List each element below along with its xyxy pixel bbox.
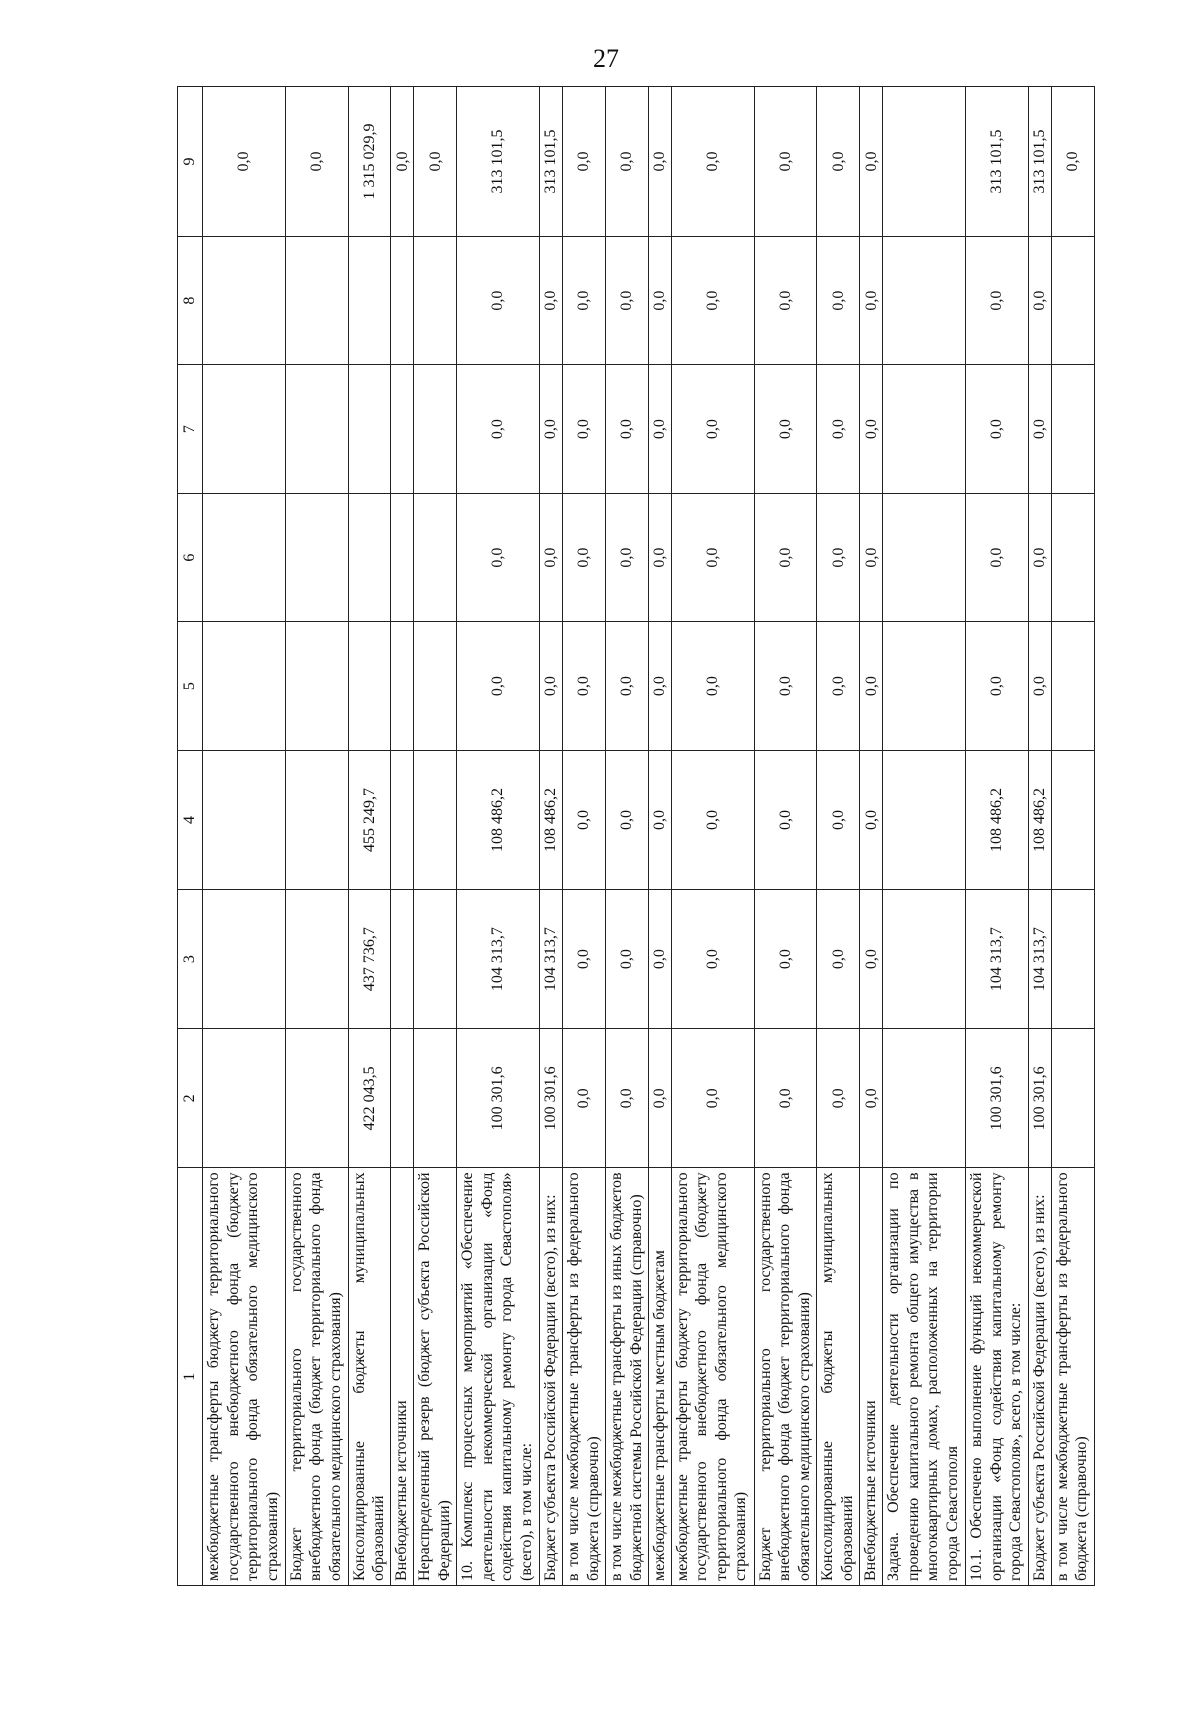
cell-value: 0,0 <box>754 890 817 1029</box>
table-row <box>648 87 671 1586</box>
table-row <box>285 87 348 1586</box>
column-header: 6 <box>178 493 203 621</box>
cell-value: 0,0 <box>671 622 754 750</box>
cell-value <box>285 1029 348 1168</box>
cell-value: 108 486,2 <box>540 750 563 889</box>
cell-value: 0,0 <box>817 365 860 493</box>
cell-value: 422 043,5 <box>348 1029 391 1168</box>
cell-value: 0,0 <box>1028 236 1051 364</box>
cell-value <box>883 622 966 750</box>
cell-value <box>883 890 966 1029</box>
cell-value <box>391 890 414 1029</box>
cell-value: 0,0 <box>754 87 817 237</box>
cell-value <box>285 622 348 750</box>
cell-value: 108 486,2 <box>966 750 1029 889</box>
cell-value <box>883 750 966 889</box>
table-row <box>606 87 649 1586</box>
column-header: 2 <box>178 1029 203 1168</box>
row-label: 10. Комплекс процессных мероприятий «Обеспечение деятельности некоммерческой организации «Фонд содействия капитальному ремонту города Севастополя» (всего), в том числе: <box>457 1168 540 1586</box>
cell-value: 437 736,7 <box>348 890 391 1029</box>
table-row <box>1051 87 1094 1586</box>
cell-value: 0,0 <box>648 750 671 889</box>
cell-value <box>1051 1029 1094 1168</box>
column-header: 4 <box>178 750 203 889</box>
row-label: в том числе межбюджетные трансферты из федерального бюджета (справочно) <box>1051 1168 1094 1586</box>
cell-value: 0,0 <box>671 890 754 1029</box>
cell-value: 0,0 <box>391 87 414 237</box>
cell-value: 0,0 <box>648 493 671 621</box>
cell-value: 0,0 <box>754 493 817 621</box>
cell-value: 0,0 <box>648 1029 671 1168</box>
table-header <box>178 87 203 1586</box>
cell-value: 0,0 <box>671 236 754 364</box>
cell-value: 0,0 <box>563 890 606 1029</box>
table-row <box>203 87 286 1586</box>
cell-value <box>391 750 414 889</box>
cell-value: 104 313,7 <box>457 890 540 1029</box>
cell-value <box>203 890 286 1029</box>
cell-value <box>1051 493 1094 621</box>
cell-value <box>348 493 391 621</box>
row-label: Бюджет субъекта Российской Федерации (всего), из них: <box>1028 1168 1051 1586</box>
row-label: Бюджет территориального государственного внебюджетного фонда (бюджет территориального фонда обязательного медицинского страхования) <box>754 1168 817 1586</box>
cell-value <box>883 87 966 237</box>
table-row <box>348 87 391 1586</box>
cell-value <box>285 750 348 889</box>
table-row <box>540 87 563 1586</box>
cell-value: 0,0 <box>860 750 883 889</box>
cell-value <box>883 493 966 621</box>
row-label: Бюджет территориального государственного внебюджетного фонда (бюджет территориального фонда обязательного медицинского страхования) <box>285 1168 348 1586</box>
table-row <box>966 87 1029 1586</box>
cell-value <box>414 750 457 889</box>
cell-value <box>883 236 966 364</box>
cell-value: 0,0 <box>563 622 606 750</box>
cell-value <box>414 236 457 364</box>
cell-value: 0,0 <box>285 87 348 237</box>
cell-value <box>203 493 286 621</box>
row-label: в том числе межбюджетные трансферты из иных бюджетов бюджетной системы Российской Федерации (справочно) <box>606 1168 649 1586</box>
cell-value: 0,0 <box>966 622 1029 750</box>
cell-value: 0,0 <box>817 87 860 237</box>
cell-value: 0,0 <box>860 236 883 364</box>
cell-value: 0,0 <box>563 493 606 621</box>
column-header: 7 <box>178 365 203 493</box>
cell-value <box>348 236 391 364</box>
cell-value <box>414 365 457 493</box>
cell-value: 0,0 <box>203 87 286 237</box>
cell-value: 100 301,6 <box>540 1029 563 1168</box>
cell-value: 313 101,5 <box>457 87 540 237</box>
cell-value <box>391 1029 414 1168</box>
table-row <box>414 87 457 1586</box>
cell-value: 0,0 <box>648 622 671 750</box>
cell-value <box>203 236 286 364</box>
cell-value: 0,0 <box>817 236 860 364</box>
cell-value: 0,0 <box>966 493 1029 621</box>
table-body <box>203 87 1095 1586</box>
cell-value <box>348 622 391 750</box>
cell-value: 0,0 <box>860 890 883 1029</box>
column-header: 5 <box>178 622 203 750</box>
cell-value <box>391 365 414 493</box>
cell-value: 100 301,6 <box>966 1029 1029 1168</box>
row-label: Консолидированные бюджеты муниципальных образований <box>348 1168 391 1586</box>
table-row <box>817 87 860 1586</box>
table-row <box>883 87 966 1586</box>
cell-value <box>414 493 457 621</box>
cell-value: 0,0 <box>754 365 817 493</box>
cell-value: 0,0 <box>671 750 754 889</box>
page-number: 27 <box>593 44 619 73</box>
cell-value: 0,0 <box>606 87 649 237</box>
cell-value: 0,0 <box>817 1029 860 1168</box>
cell-value: 0,0 <box>860 87 883 237</box>
cell-value: 0,0 <box>754 750 817 889</box>
cell-value: 0,0 <box>648 365 671 493</box>
cell-value: 0,0 <box>414 87 457 237</box>
cell-value <box>203 365 286 493</box>
cell-value: 0,0 <box>606 890 649 1029</box>
cell-value: 0,0 <box>671 365 754 493</box>
cell-value: 0,0 <box>860 1029 883 1168</box>
column-header: 8 <box>178 236 203 364</box>
cell-value: 0,0 <box>540 365 563 493</box>
cell-value: 0,0 <box>563 365 606 493</box>
cell-value <box>1051 622 1094 750</box>
cell-value: 0,0 <box>817 493 860 621</box>
cell-value: 0,0 <box>754 622 817 750</box>
cell-value: 0,0 <box>606 750 649 889</box>
cell-value: 0,0 <box>563 87 606 237</box>
cell-value: 108 486,2 <box>1028 750 1051 889</box>
cell-value: 1 315 029,9 <box>348 87 391 237</box>
table-row <box>391 87 414 1586</box>
cell-value: 313 101,5 <box>1028 87 1051 237</box>
cell-value: 0,0 <box>606 1029 649 1168</box>
table-row <box>457 87 540 1586</box>
cell-value <box>348 365 391 493</box>
cell-value <box>1051 750 1094 889</box>
cell-value <box>883 1029 966 1168</box>
table-row <box>754 87 817 1586</box>
cell-value: 0,0 <box>1028 365 1051 493</box>
cell-value: 0,0 <box>860 365 883 493</box>
cell-value: 100 301,6 <box>457 1029 540 1168</box>
table-row <box>671 87 754 1586</box>
cell-value: 0,0 <box>817 750 860 889</box>
cell-value: 0,0 <box>671 493 754 621</box>
row-label: 10.1. Обеспечено выполнение функций некоммерческой организации «Фонд содействия капитальному ремонту города Севастополя», всего, в том числе: <box>966 1168 1029 1586</box>
cell-value: 0,0 <box>671 87 754 237</box>
table-row <box>563 87 606 1586</box>
column-header: 1 <box>178 1168 203 1586</box>
cell-value: 0,0 <box>540 622 563 750</box>
cell-value: 108 486,2 <box>457 750 540 889</box>
cell-value <box>285 493 348 621</box>
cell-value: 0,0 <box>563 236 606 364</box>
cell-value: 0,0 <box>563 750 606 889</box>
header-row <box>178 87 203 1586</box>
cell-value: 104 313,7 <box>1028 890 1051 1029</box>
cell-value: 313 101,5 <box>540 87 563 237</box>
cell-value: 0,0 <box>860 493 883 621</box>
cell-value: 0,0 <box>606 493 649 621</box>
cell-value <box>285 365 348 493</box>
rotated-table-container <box>177 86 1095 1586</box>
row-label: Внебюджетные источники <box>860 1168 883 1586</box>
cell-value: 0,0 <box>860 622 883 750</box>
cell-value: 104 313,7 <box>966 890 1029 1029</box>
row-label: межбюджетные трансферты бюджету территориального государственного внебюджетного фонда (бюджету территориального фонда обязательного медицинского страхования) <box>203 1168 286 1586</box>
cell-value: 0,0 <box>817 622 860 750</box>
table-row <box>860 87 883 1586</box>
cell-value: 0,0 <box>966 365 1029 493</box>
cell-value: 455 249,7 <box>348 750 391 889</box>
row-label: в том числе межбюджетные трансферты из федерального бюджета (справочно) <box>563 1168 606 1586</box>
cell-value <box>391 236 414 364</box>
cell-value: 0,0 <box>648 87 671 237</box>
column-header: 9 <box>178 87 203 237</box>
cell-value <box>414 890 457 1029</box>
cell-value: 0,0 <box>457 622 540 750</box>
cell-value: 100 301,6 <box>1028 1029 1051 1168</box>
cell-value <box>285 236 348 364</box>
cell-value <box>414 1029 457 1168</box>
cell-value: 0,0 <box>1028 493 1051 621</box>
cell-value: 0,0 <box>648 890 671 1029</box>
table-row <box>1028 87 1051 1586</box>
cell-value: 0,0 <box>817 890 860 1029</box>
cell-value <box>883 365 966 493</box>
cell-value <box>285 890 348 1029</box>
row-label: Нераспределенный резерв (бюджет субъекта Российской Федерации) <box>414 1168 457 1586</box>
cell-value: 313 101,5 <box>966 87 1029 237</box>
row-label: межбюджетные трансферты местным бюджетам <box>648 1168 671 1586</box>
cell-value <box>203 622 286 750</box>
cell-value: 0,0 <box>966 236 1029 364</box>
cell-value: 0,0 <box>606 236 649 364</box>
cell-value: 0,0 <box>540 236 563 364</box>
cell-value <box>1051 365 1094 493</box>
cell-value: 0,0 <box>457 365 540 493</box>
cell-value: 0,0 <box>606 365 649 493</box>
cell-value: 0,0 <box>1028 622 1051 750</box>
cell-value: 0,0 <box>563 1029 606 1168</box>
cell-value <box>391 622 414 750</box>
cell-value <box>414 622 457 750</box>
row-label: Бюджет субъекта Российской Федерации (всего), из них: <box>540 1168 563 1586</box>
cell-value <box>391 493 414 621</box>
cell-value <box>203 1029 286 1168</box>
row-label: межбюджетные трансферты бюджету территориального государственного внебюджетного фонда (бюджету территориального фонда обязательного медицинского страхования) <box>671 1168 754 1586</box>
row-label: Консолидированные бюджеты муниципальных образований <box>817 1168 860 1586</box>
budget-table <box>177 86 1095 1586</box>
cell-value: 0,0 <box>671 1029 754 1168</box>
row-label: Внебюджетные источники <box>391 1168 414 1586</box>
cell-value: 0,0 <box>457 493 540 621</box>
cell-value: 0,0 <box>1051 87 1094 237</box>
cell-value: 0,0 <box>540 493 563 621</box>
cell-value <box>1051 236 1094 364</box>
cell-value <box>1051 890 1094 1029</box>
cell-value: 0,0 <box>648 236 671 364</box>
row-label: Задача. Обеспечение деятельности организации по проведению капитального ремонта общего имущества в многоквартирных домах, расположенных на территории города Севастополя <box>883 1168 966 1586</box>
cell-value: 104 313,7 <box>540 890 563 1029</box>
cell-value: 0,0 <box>457 236 540 364</box>
cell-value: 0,0 <box>606 622 649 750</box>
column-header: 3 <box>178 890 203 1029</box>
cell-value: 0,0 <box>754 236 817 364</box>
cell-value <box>203 750 286 889</box>
cell-value: 0,0 <box>754 1029 817 1168</box>
